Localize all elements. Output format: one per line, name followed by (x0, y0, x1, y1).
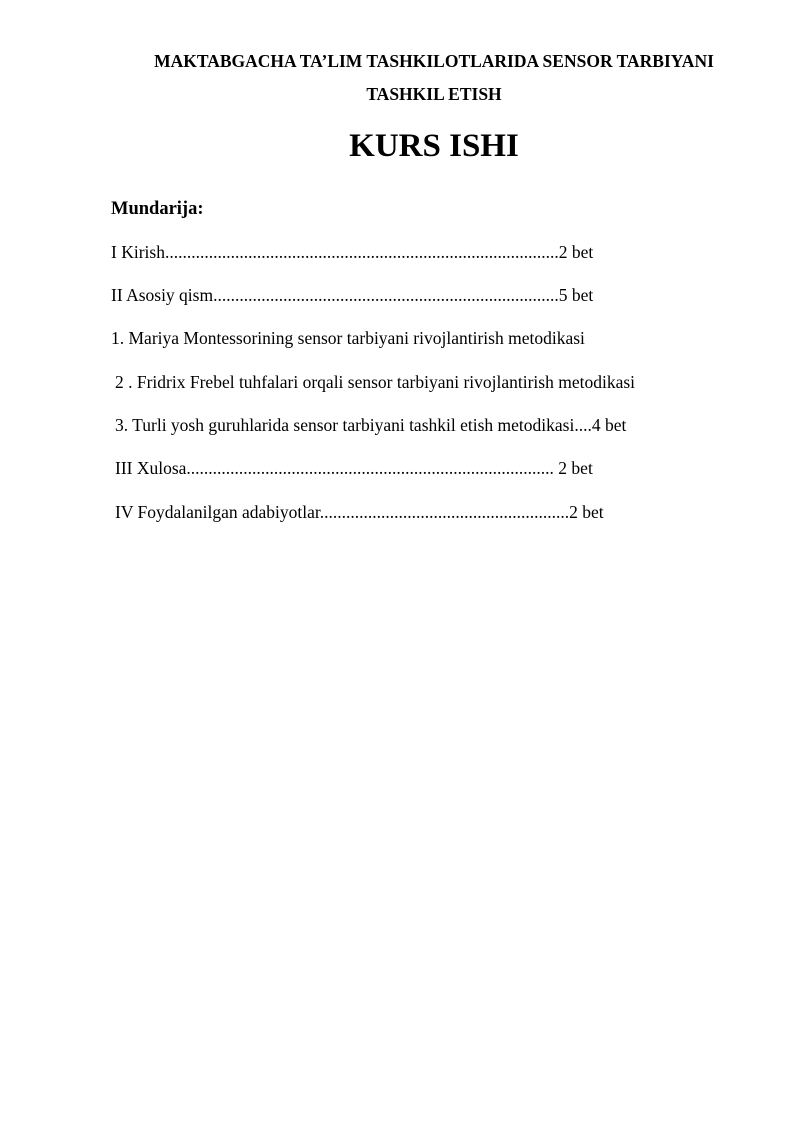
toc-item-xulosa: III Xulosa.................................................................................... 2 bet (115, 458, 593, 478)
toc-heading: Mundarija: (111, 199, 204, 219)
toc-item-frebel: 2 . Fridrix Frebel tuhfalari orqali sensor tarbiyani rivojlantirish metodikasi (115, 372, 636, 392)
toc-item-adabiyotlar: IV Foydalanilgan adabiyotlar.........................................................2 bet (115, 502, 604, 522)
toc-item-kirish: I Kirish..........................................................................................2 bet (111, 242, 594, 262)
document-title-line-1: MAKTABGACHA TA’LIM TASHKILOTLARIDA SENSOR TARBIYANI (154, 51, 714, 71)
toc-item-asosiy-qism: II Asosiy qism...............................................................................5 bet (111, 285, 594, 305)
document-type-heading: KURS ISHI (349, 128, 519, 164)
document-title-line-2: TASHKIL ETISH (366, 84, 502, 104)
toc-item-montessori: 1. Mariya Montessorining sensor tarbiyani rivojlantirish metodikasi (111, 328, 585, 348)
toc-item-turli-yosh: 3. Turli yosh guruhlarida sensor tarbiyani tashkil etish metodikasi....4 bet (115, 415, 627, 435)
